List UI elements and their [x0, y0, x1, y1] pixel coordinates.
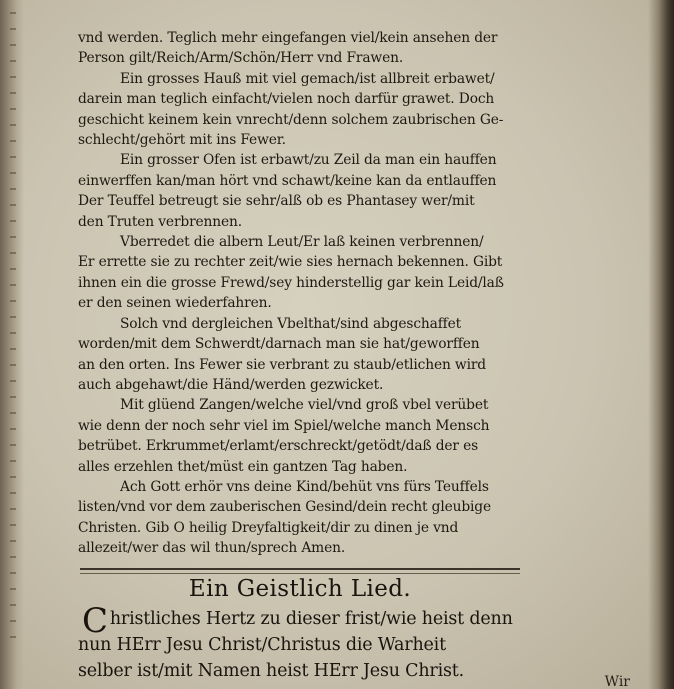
- text-line: vnd werden. Teglich mehr eingefangen viel/kein ansehen der: [78, 30, 498, 46]
- text-line: wie denn der noch sehr viel im Spiel/welche manch Mensch: [78, 417, 490, 434]
- text-line: auch abgehawt/die Händ/werden gezwicket.: [78, 376, 384, 393]
- text-line: schlecht/gehört mit ins Fewer.: [78, 132, 286, 149]
- text-line: Ach Gott erhör vns deine Kind/behüt vns fürs Teuffels: [120, 478, 489, 495]
- stanza-6: [78, 395, 518, 477]
- text-line: geschicht keinem kein vnrecht/denn solchem zaubrischen Ge-: [78, 111, 504, 128]
- text-line: betrübet. Erkrummet/erlamt/erschreckt/getödt/daß der es: [78, 438, 479, 455]
- stanza-7: [78, 477, 518, 559]
- page-shadow-edge: [648, 0, 674, 689]
- text-line: Solch vnd dergleichen Vbelthat/sind abgeschaffet: [120, 315, 462, 332]
- section-divider: [80, 568, 520, 570]
- text-line: allezeit/wer das wil thun/sprech Amen.: [78, 540, 346, 557]
- text-line: Ein grosser Ofen ist erbawt/zu Zeil da man ein hauffen: [120, 152, 497, 169]
- song-title: Ein Geistlich Lied.: [188, 576, 412, 602]
- body-text: [78, 28, 518, 559]
- text-line: er den seinen wiederfahren.: [78, 295, 272, 312]
- text-line: alles erzehlen thet/müst ein gantzen Tag haben.: [78, 458, 408, 475]
- stanza-3: [78, 150, 518, 232]
- text-line: listen/vnd vor dem zauberischen Gesind/dein recht gleubige: [78, 499, 491, 516]
- text-line: worden/mit dem Schwerdt/darnach man sie hat/geworffen: [78, 336, 480, 353]
- text-line: Christen. Gib O heilig Dreyfaltigkeit/dir zu dinen je vnd: [78, 519, 459, 536]
- text-line: einwerffen kan/man hört vnd schawt/keine kan da entlauffen: [78, 172, 497, 189]
- text-line: Person gilt/Reich/Arm/Schön/Herr vnd Frawen.: [78, 50, 404, 67]
- text-line: Der Teuffel betreugt sie sehr/alß ob es Phantasey wer/mit: [78, 193, 475, 210]
- song-line-2: nun HErr Jesu Christ/Christus die Warheit: [78, 635, 446, 655]
- text-line: darein man teglich einfacht/vielen noch darfür grawet. Doch: [78, 91, 495, 108]
- text-line: Vberredet die albern Leut/Er laß keinen verbrennen/: [120, 234, 484, 251]
- text-line: den Truten verbrennen.: [78, 213, 242, 230]
- stanza-2: [78, 69, 518, 151]
- song-line-text: hristliches Hertz zu dieser frist/wie heist denn: [109, 609, 513, 629]
- stanza-1: [78, 28, 518, 69]
- drop-cap: C: [82, 601, 108, 641]
- binding-thread: [10, 12, 20, 672]
- song-line-1: [78, 601, 528, 641]
- text-line: an den orten. Ins Fewer sie verbrant zu staub/etlichen wird: [78, 356, 486, 373]
- catchword: Wir: [604, 674, 630, 689]
- stanza-4: [78, 232, 518, 314]
- text-line: Er errette sie zu rechter zeit/wie sies hernach bekennen. Gibt: [78, 254, 503, 271]
- text-line: Mit glüend Zangen/welche viel/vnd groß vbel verübet: [120, 397, 489, 414]
- song-line-3: selber ist/mit Namen heist HErr Jesu Christ.: [78, 661, 464, 681]
- text-line: Ein grosses Hauß mit viel gemach/ist allbreit erbawet/: [120, 70, 495, 87]
- text-line: ihnen ein die grosse Frewd/sey hinderstellig gar kein Leid/laß: [78, 274, 504, 291]
- song-text: [78, 601, 528, 684]
- stanza-5: [78, 314, 518, 396]
